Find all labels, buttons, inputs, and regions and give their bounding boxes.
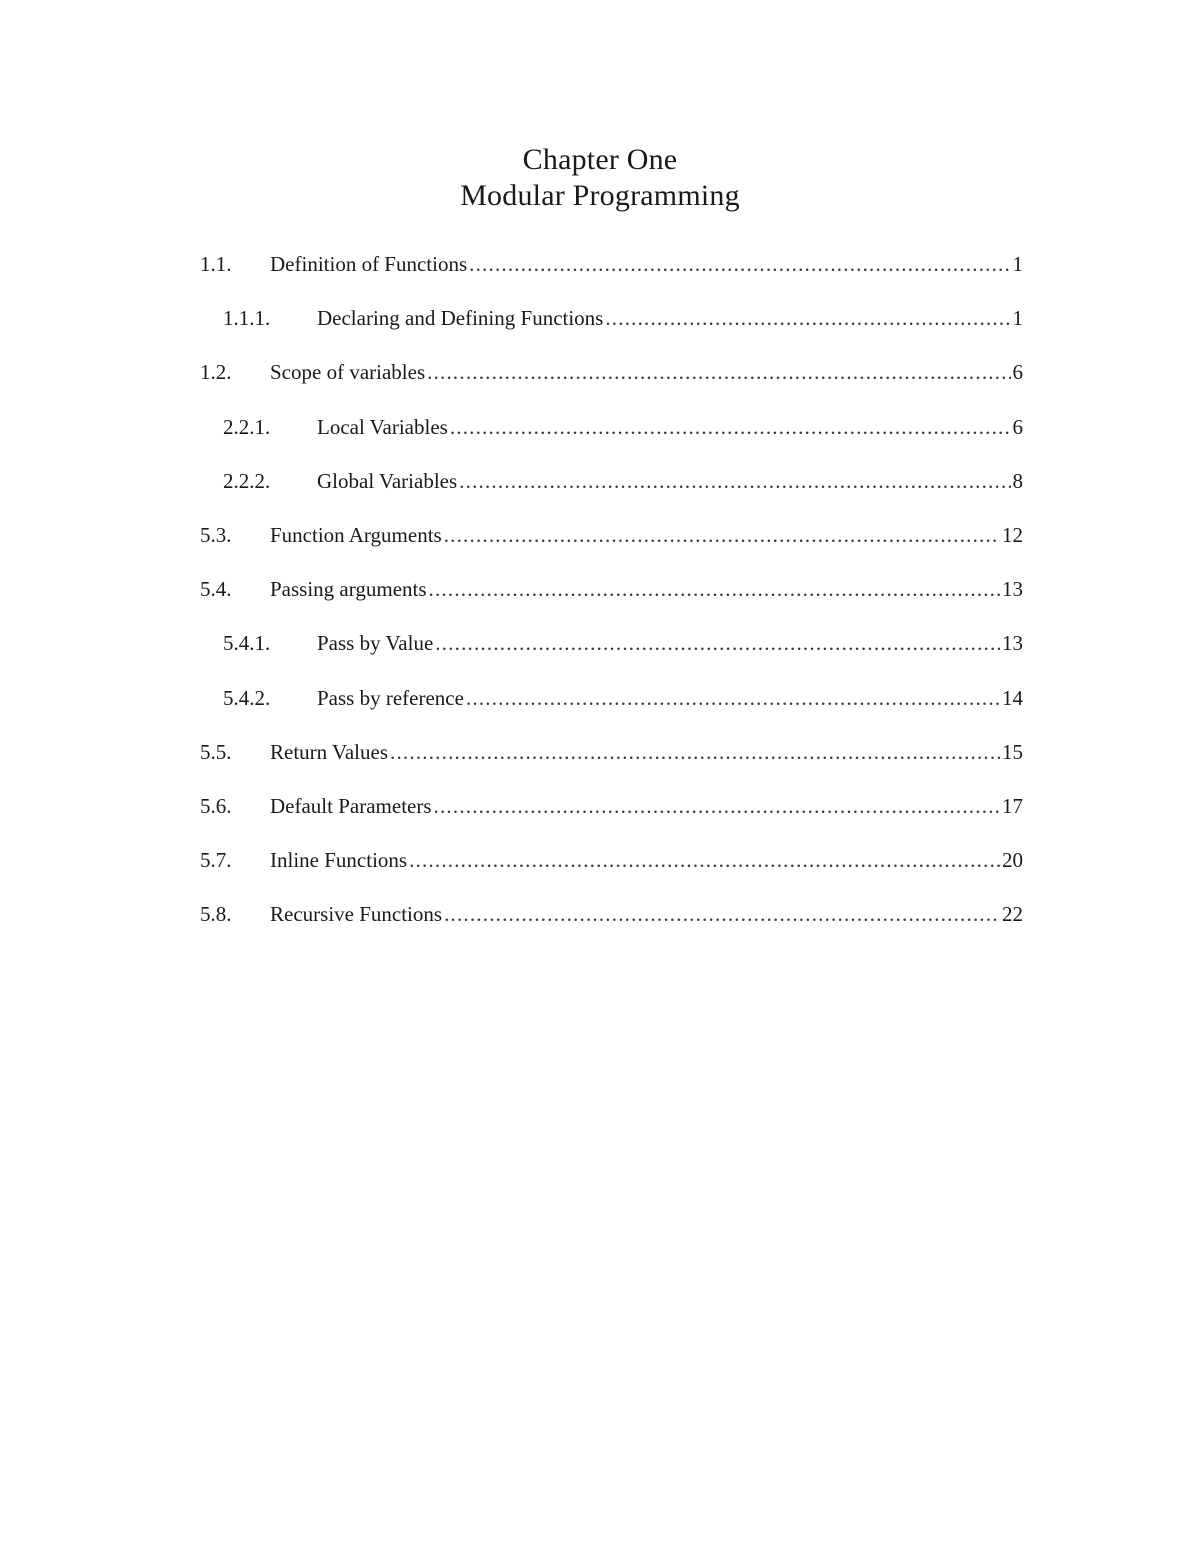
toc-entry-title: Default Parameters <box>270 793 432 818</box>
toc-entry-page: 13 <box>1002 577 1023 602</box>
toc-entry-number: 5.8. <box>200 902 232 927</box>
toc-entry-number: 5.3. <box>200 522 232 547</box>
chapter-subtitle: Modular Programming <box>460 179 740 212</box>
toc-entry-page: 12 <box>1002 522 1023 547</box>
toc-entry[interactable] <box>200 625 1023 679</box>
toc-dot-leader <box>444 896 1000 932</box>
toc-entry-page: 14 <box>1002 685 1023 710</box>
toc-entry-number: 5.7. <box>200 848 232 873</box>
toc-entry-page: 15 <box>1002 739 1023 764</box>
chapter-heading: Chapter One <box>522 143 678 176</box>
toc-entry-number: 5.5. <box>200 739 232 764</box>
toc-dot-leader <box>427 354 1010 390</box>
toc-entry[interactable] <box>200 734 1023 788</box>
toc-entry-title: Recursive Functions <box>270 902 443 927</box>
toc-entry-number: 1.1. <box>200 252 232 276</box>
toc-entry-page: 17 <box>1002 793 1023 818</box>
toc-entry-number: 1.2. <box>200 360 232 385</box>
toc-entry-number: 2.2.1. <box>223 414 271 439</box>
table-of-contents <box>200 246 1023 950</box>
chapter-title <box>0 142 1200 214</box>
toc-dot-leader <box>450 409 1011 445</box>
toc-entry-page: 8 <box>1012 468 1023 493</box>
toc-dot-leader <box>466 680 1000 716</box>
toc-dot-leader <box>435 625 1000 661</box>
toc-entry[interactable] <box>200 354 1023 408</box>
toc-entry-number: 5.4. <box>200 577 232 602</box>
toc-dot-leader <box>605 300 1010 336</box>
toc-entry[interactable] <box>200 680 1023 734</box>
toc-dot-leader <box>469 246 1010 282</box>
toc-entry-number: 5.4.2. <box>223 685 271 710</box>
toc-entry-title: Return Values <box>270 739 389 764</box>
toc-entry-title: Declaring and Defining Functions <box>317 306 604 331</box>
toc-dot-leader <box>409 842 1000 878</box>
toc-dot-leader <box>459 463 1010 499</box>
toc-entry-page: 6 <box>1012 360 1023 385</box>
toc-entry-title: Definition of Functions <box>270 252 468 276</box>
toc-entry[interactable] <box>200 571 1023 625</box>
toc-entry-number: 5.6. <box>200 793 232 818</box>
toc-entry[interactable] <box>200 463 1023 517</box>
toc-entry[interactable] <box>200 896 1023 950</box>
toc-entry-title: Passing arguments <box>270 577 427 602</box>
toc-entry[interactable] <box>200 246 1023 300</box>
toc-entry-number: 2.2.2. <box>223 468 271 493</box>
toc-entry-title: Local Variables <box>317 414 448 439</box>
toc-entry-title: Function Arguments <box>270 522 442 547</box>
toc-entry[interactable] <box>200 788 1023 842</box>
toc-entry-page: 13 <box>1002 631 1023 656</box>
toc-entry-title: Inline Functions <box>270 848 408 873</box>
toc-entry[interactable] <box>200 842 1023 896</box>
toc-entry-title: Scope of variables <box>270 360 426 385</box>
toc-dot-leader <box>444 517 1000 553</box>
toc-dot-leader <box>434 788 1000 824</box>
toc-entry-page: 6 <box>1012 414 1023 439</box>
toc-entry-title: Pass by Value <box>317 631 434 656</box>
toc-entry-page: 1 <box>1012 252 1023 276</box>
toc-entry-number: 1.1.1. <box>223 306 271 331</box>
toc-entry[interactable] <box>200 517 1023 571</box>
toc-entry-title: Pass by reference <box>317 685 464 710</box>
toc-entry-title: Global Variables <box>317 468 458 493</box>
toc-entry-page: 20 <box>1002 848 1023 873</box>
toc-dot-leader <box>390 734 1000 770</box>
toc-entry[interactable] <box>200 300 1023 354</box>
toc-entry-number: 5.4.1. <box>223 631 271 656</box>
toc-entry-page: 1 <box>1012 306 1023 331</box>
toc-entry[interactable] <box>200 409 1023 463</box>
toc-dot-leader <box>429 571 1000 607</box>
toc-entry-page: 22 <box>1002 902 1023 927</box>
